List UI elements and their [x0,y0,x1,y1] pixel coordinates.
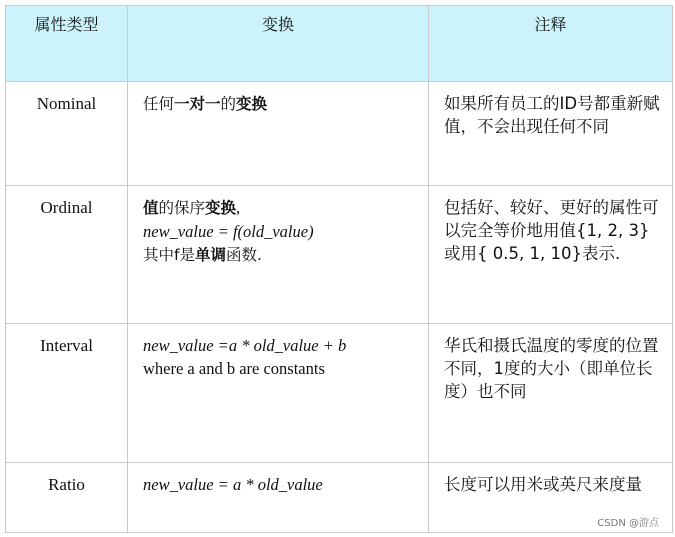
cell-type: Interval [6,324,128,463]
header-transform: 变换 [128,6,429,82]
table-row-ratio [6,463,673,533]
cell-note: 长度可以用米或英尺来度量 [429,463,673,533]
cell-transform: 值的保序变换, new_value = f(old_value) 其中f是单调函数. [128,186,429,324]
table-row-ordinal [6,186,673,324]
cell-note: 包括好、较好、更好的属性可以完全等价地用值{1, 2, 3} 或用{ 0.5, 1, 10}表示. [429,186,673,324]
cell-transform: new_value = a * old_value [128,463,429,533]
cell-transform: new_value =a * old_value + b where a and b are constants [128,324,429,463]
table-row-nominal [6,82,673,186]
cell-note: 华氏和摄氏温度的零度的位置不同，1度的大小（即单位长度）也不同 [429,324,673,463]
table-row-interval [6,324,673,463]
header-attribute-type: 属性类型 [6,6,128,82]
cell-type: Ordinal [6,186,128,324]
watermark: CSDN @游点 [597,518,659,529]
cell-note: 如果所有员工的ID号都重新赋值，不会出现任何不同 [429,82,673,186]
table-header-row [6,6,673,82]
cell-transform: 任何一对一的变换 [128,82,429,186]
cell-type: Ratio [6,463,128,533]
cell-type: Nominal [6,82,128,186]
header-notes: 注释 [429,6,673,82]
attribute-transform-table [5,5,673,533]
